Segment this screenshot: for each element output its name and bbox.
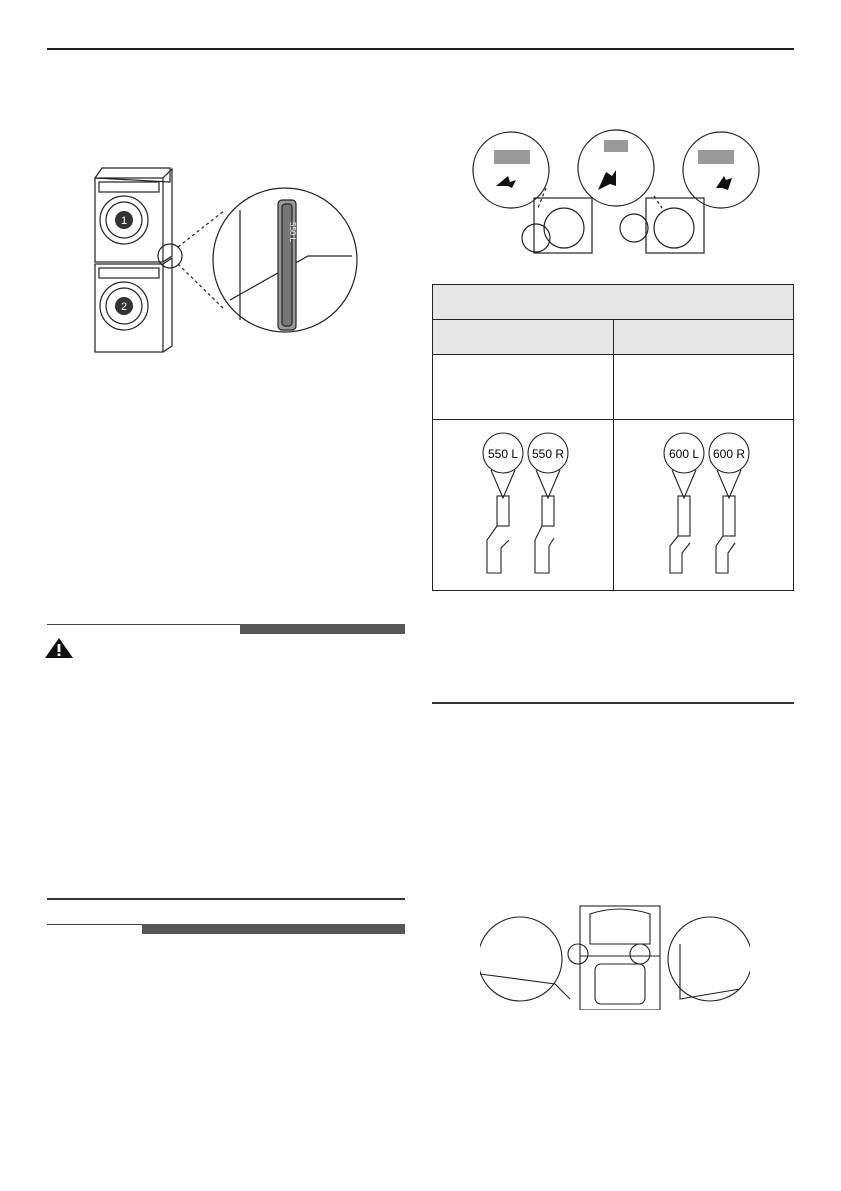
bracket-table [432, 284, 794, 591]
rear-bracket-illustration [480, 904, 750, 1010]
right-section-rule [432, 702, 794, 704]
table-cell-left [433, 355, 614, 420]
section-rule [47, 898, 405, 900]
page-top-rule [47, 48, 794, 50]
table-subheader-left [433, 320, 614, 355]
unit-1-number: 1 [120, 215, 128, 227]
bracket-550-illustration [463, 428, 583, 578]
warning-bar [240, 624, 405, 634]
table-header [433, 285, 794, 320]
bracket-600-cell [614, 420, 794, 591]
arrow-icon [496, 176, 516, 188]
unit-2-number: 2 [120, 301, 128, 313]
bracket-550-right-label: 550 R [531, 446, 565, 461]
stacked-units-illustration [90, 160, 360, 355]
bracket-600-right-label: 600 R [712, 446, 745, 461]
warning-icon [44, 637, 74, 659]
bracket-550-cell [433, 420, 614, 591]
bracket-stamp-label: 550 L [288, 222, 297, 243]
label-location-illustration [466, 128, 766, 263]
note-bar [142, 924, 405, 934]
table-cell-right [614, 355, 794, 420]
bracket-550-left-label: 550 L [487, 446, 519, 461]
bracket-600-left-label: 600 L [668, 446, 699, 461]
bracket-600-illustration [644, 428, 764, 578]
table-subheader-right [614, 320, 794, 355]
